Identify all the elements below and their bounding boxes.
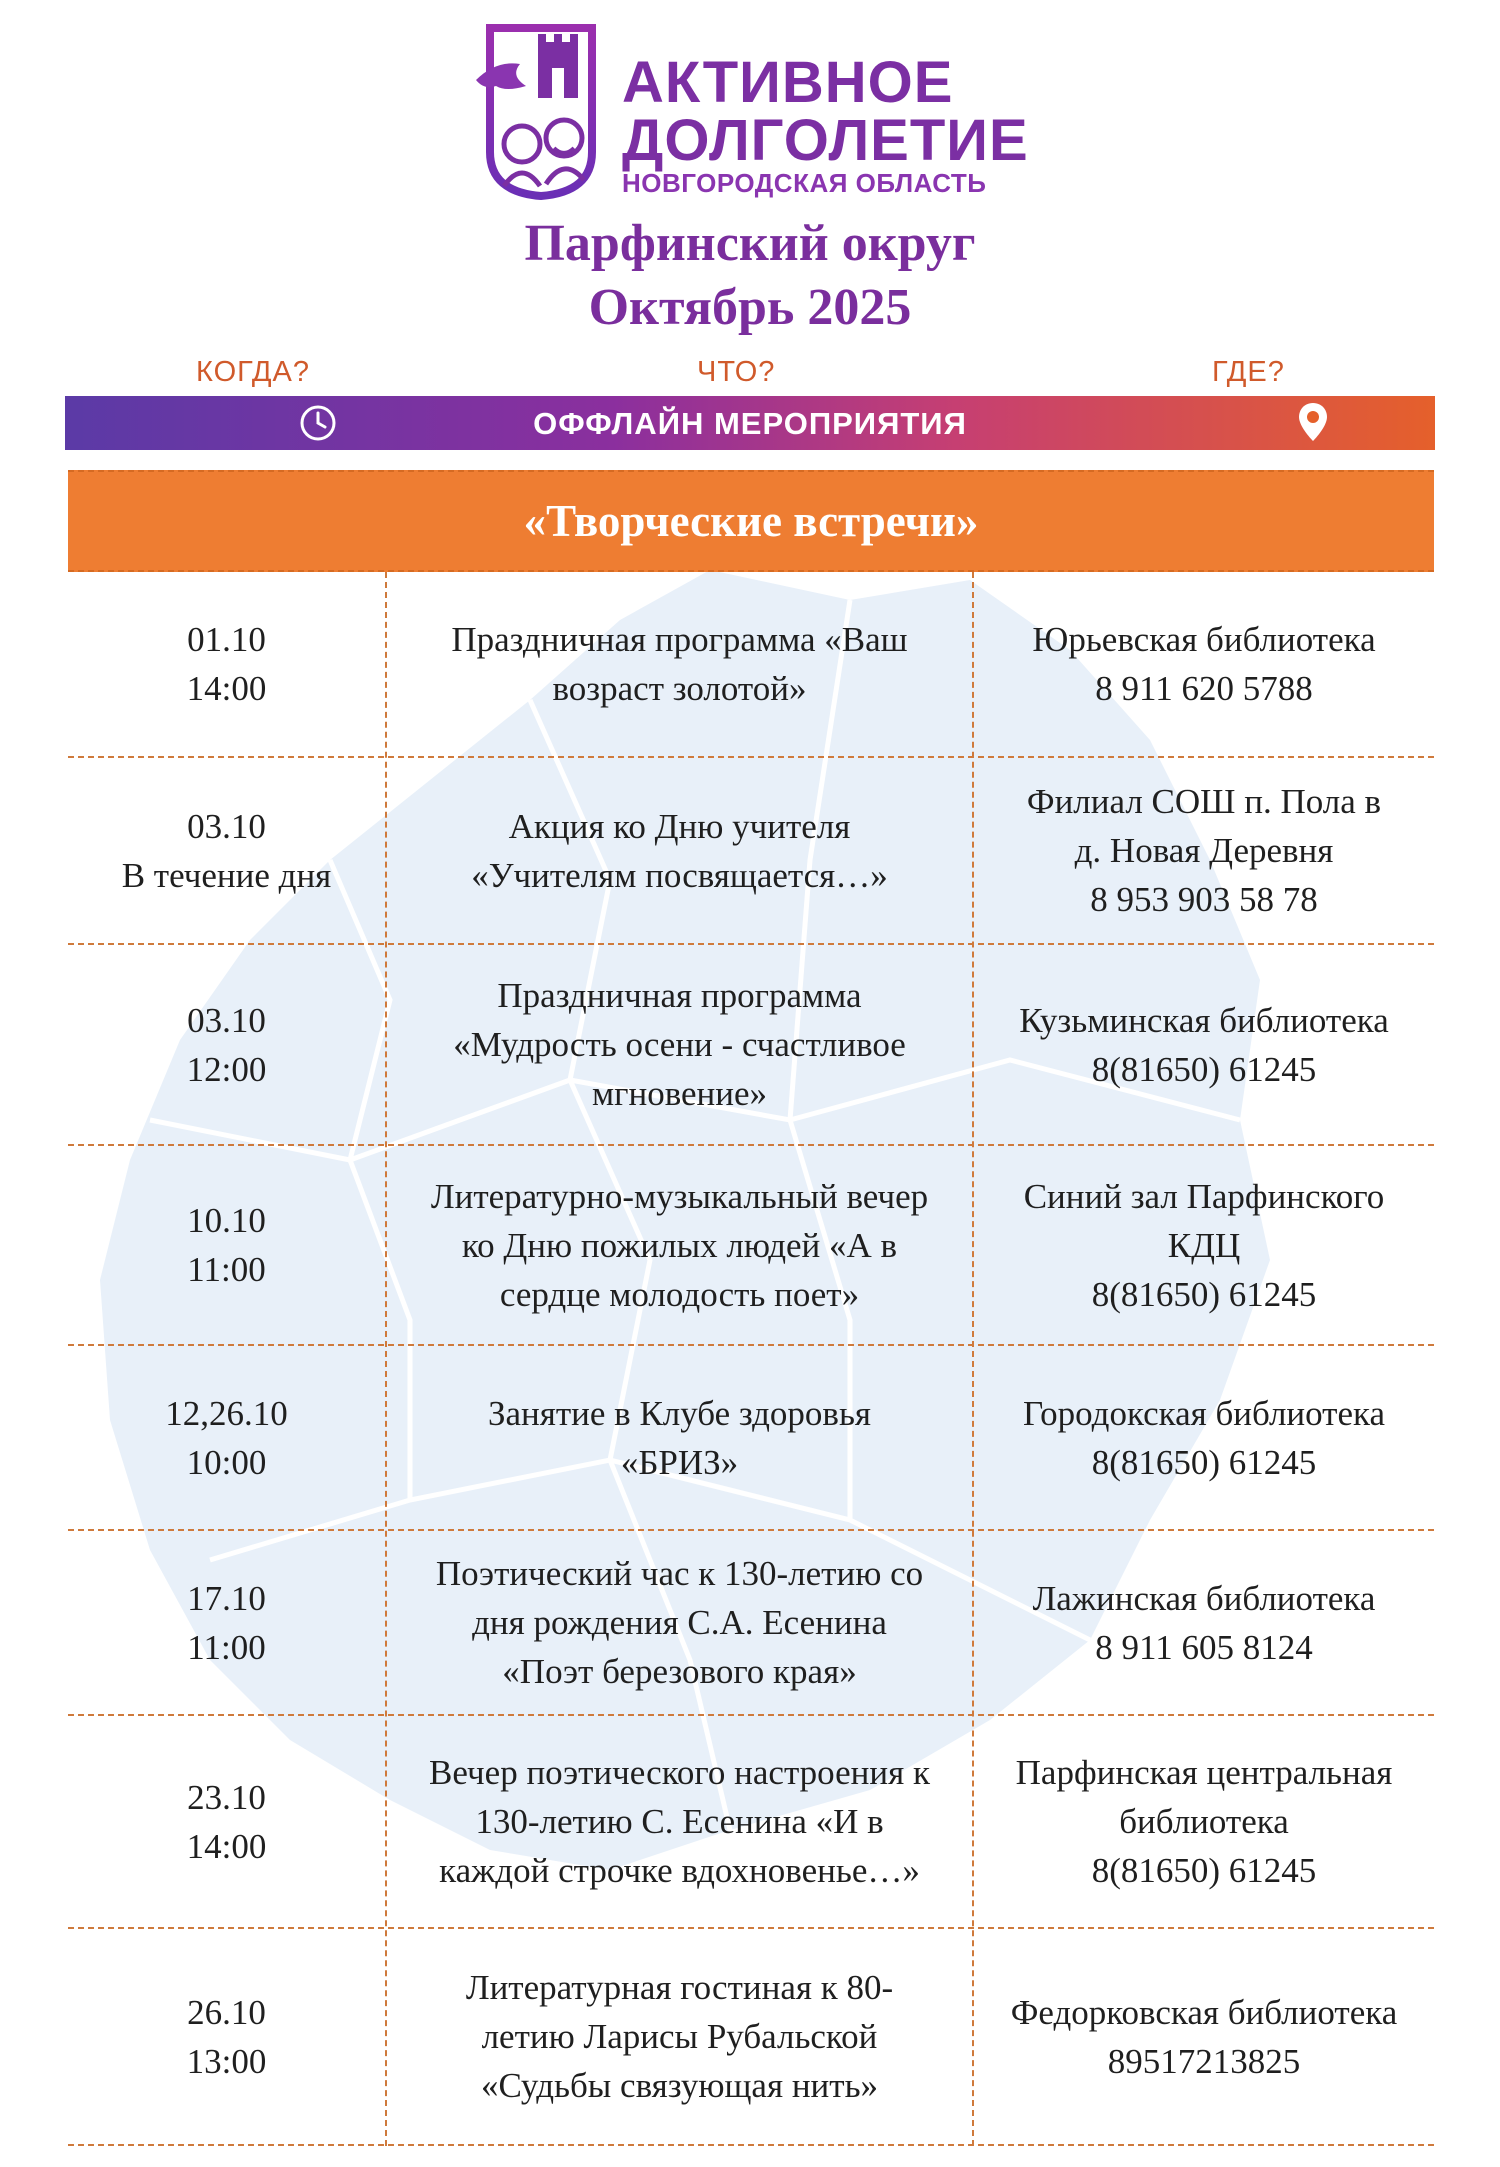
event-time: 11:00 (187, 1627, 266, 1667)
page-title-month: Октябрь 2025 (588, 279, 912, 336)
page-title-district: Парфинский округ (524, 215, 976, 272)
event-title-line: «Учителям посвящается…» (471, 855, 888, 895)
event-time: 13:00 (186, 2041, 267, 2081)
column-divider (972, 572, 974, 2146)
event-phone: 8(81650) 61245 (1091, 1851, 1317, 1890)
events-table (68, 572, 1434, 2146)
event-phone: 8 911 605 8124 (1095, 1627, 1313, 1667)
column-divider (385, 572, 387, 2146)
event-what (387, 758, 972, 943)
event-when (68, 572, 385, 756)
event-title-line: дня рождения С.А. Есенина (472, 1603, 887, 1642)
event-venue: Филиал СОШ п. Пола в (1026, 782, 1382, 821)
event-title-line: Праздничная программа «Ваш (451, 620, 908, 659)
event-what (387, 1146, 972, 1344)
event-title-line: 130-летию С. Есенина «И в (475, 1802, 884, 1841)
column-label-what: ЧТО? (697, 356, 776, 388)
event-phone: 89517213825 (1107, 2041, 1301, 2081)
logo-text-line1: АКТИВНОЕ (622, 50, 954, 115)
event-time: 14:00 (186, 669, 267, 708)
event-title-line: Праздничная программа (497, 976, 862, 1015)
event-where (974, 758, 1434, 943)
event-title-line: возраст золотой» (552, 669, 807, 708)
event-title-line: каждой строчке вдохновенье…» (439, 1851, 920, 1890)
section-header (68, 470, 1434, 572)
event-title-line: ко Дню пожилых людей «А в (461, 1225, 898, 1265)
event-venue: д. Новая Деревня (1074, 831, 1334, 870)
event-when (68, 1929, 385, 2144)
event-time: В течение дня (121, 855, 332, 895)
event-title-line: сердце молодость поет» (499, 1274, 860, 1314)
event-time: 12:00 (186, 1049, 267, 1089)
event-title-line: «Мудрость осени - счастливое (453, 1025, 906, 1064)
event-venue: Городокская библиотека (1022, 1393, 1386, 1433)
table-row (68, 1531, 1434, 1716)
location-pin-icon (1296, 401, 1330, 443)
event-title-line: «Поэт березового края» (502, 1652, 857, 1691)
event-what (387, 1531, 972, 1714)
event-title-line: летию Ларисы Рубальской (481, 2017, 878, 2056)
logo-text-line3: НОВГОРОДСКАЯ ОБЛАСТЬ (622, 168, 987, 198)
table-row (68, 1346, 1434, 1531)
event-date: 10.10 (187, 1201, 266, 1240)
event-what (387, 1346, 972, 1529)
event-time: 14:00 (186, 1826, 267, 1866)
event-title-line: Вечер поэтического настроения к (429, 1753, 930, 1792)
event-where (974, 1146, 1434, 1344)
column-label-when: КОГДА? (196, 356, 310, 388)
event-phone: 8 911 620 5788 (1095, 669, 1313, 708)
event-when (68, 1346, 385, 1529)
event-time: 10:00 (186, 1442, 267, 1482)
event-phone: 8(81650) 61245 (1091, 1274, 1317, 1314)
event-title-line: мгновение» (591, 1074, 768, 1113)
event-title-line: «Судьбы связующая нить» (480, 2066, 879, 2105)
event-where (974, 1716, 1434, 1927)
event-venue: Кузьминская библиотека (1019, 1000, 1389, 1040)
offline-events-bar (65, 396, 1435, 450)
offline-events-label: ОФФЛАЙН МЕРОПРИЯТИЯ (533, 406, 967, 441)
event-venue: библиотека (1119, 1802, 1289, 1841)
section-title: «Творческие встречи» (523, 496, 979, 546)
event-where (974, 1929, 1434, 2144)
event-venue: КДЦ (1167, 1225, 1241, 1265)
table-row (68, 1929, 1434, 2146)
event-phone: 8(81650) 61245 (1091, 1049, 1317, 1089)
event-what (387, 572, 972, 756)
event-phone: 8(81650) 61245 (1091, 1442, 1317, 1482)
event-venue: Лажинская библиотека (1032, 1578, 1376, 1618)
table-row (68, 945, 1434, 1146)
event-what (387, 1929, 972, 2144)
event-where (974, 1346, 1434, 1529)
event-title-line: Занятие в Клубе здоровья (487, 1393, 872, 1433)
logo (476, 20, 1036, 200)
event-venue: Федорковская библиотека (1010, 1992, 1398, 2032)
event-time: 11:00 (187, 1250, 266, 1289)
column-label-where: ГДЕ? (1212, 356, 1285, 388)
event-title-line: Поэтический час к 130-летию со (435, 1554, 924, 1593)
event-title-line: «БРИЗ» (620, 1442, 739, 1482)
event-where (974, 572, 1434, 756)
table-row (68, 572, 1434, 758)
event-when (68, 758, 385, 943)
event-title-line: Акция ко Дню учителя (508, 806, 851, 846)
event-date: 03.10 (187, 806, 266, 846)
event-when (68, 1146, 385, 1344)
event-title-line: Литературная гостиная к 80- (465, 1968, 894, 2007)
event-when (68, 1531, 385, 1714)
event-what (387, 945, 972, 1144)
event-title-line: Литературно-музыкальный вечер (430, 1176, 929, 1216)
event-date: 12,26.10 (165, 1393, 288, 1433)
logo-emblem-icon (476, 20, 606, 200)
event-phone: 8 953 903 58 78 (1090, 880, 1318, 919)
event-date: 26.10 (187, 1992, 266, 2032)
logo-text-line2: ДОЛГОЛЕТИЕ (622, 108, 1029, 173)
event-date: 17.10 (187, 1578, 266, 1618)
event-date: 03.10 (187, 1000, 266, 1040)
event-what (387, 1716, 972, 1927)
event-venue: Парфинская центральная (1015, 1753, 1393, 1792)
event-date: 23.10 (187, 1777, 266, 1817)
event-venue: Синий зал Парфинского (1023, 1176, 1385, 1216)
event-when (68, 1716, 385, 1927)
event-venue: Юрьевская библиотека (1032, 620, 1376, 659)
table-row (68, 1146, 1434, 1346)
event-where (974, 1531, 1434, 1714)
table-row (68, 1716, 1434, 1929)
table-row (68, 758, 1434, 945)
event-date: 01.10 (187, 620, 266, 659)
event-where (974, 945, 1434, 1144)
event-when (68, 945, 385, 1144)
